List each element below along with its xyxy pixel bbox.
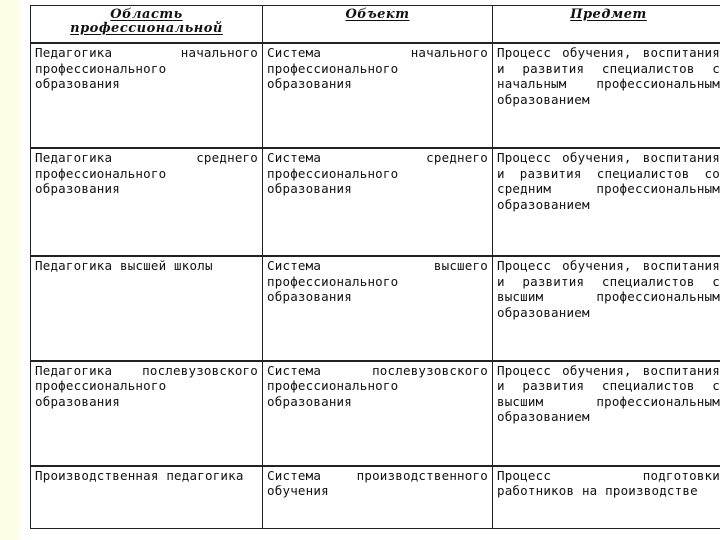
cell-area: Производственная педагогика — [31, 466, 263, 529]
cell-subject: Процесс подготовки работников на производстве — [492, 466, 720, 529]
cell-subject: Процесс обучения, воспитания и развития специалистов со средним профессиональным образованием — [492, 148, 720, 256]
cell-object: Система производственного обучения — [263, 466, 493, 529]
header-object: Объект — [263, 6, 493, 44]
cell-area: Педагогика послевузовского профессионального образования — [31, 361, 263, 466]
cell-object: Система начального профессионального образования — [263, 43, 493, 148]
table-row — [31, 148, 720, 256]
cell-subject: Процесс обучения, воспитания и развития специалистов с высшим профессиональным образованием — [492, 361, 720, 466]
table-row — [31, 361, 720, 466]
cell-object: Система послевузовского профессионального образования — [263, 361, 493, 466]
table-row — [31, 256, 720, 360]
document-page — [20, 0, 720, 540]
cell-area: Педагогика начального профессионального образования — [31, 43, 263, 148]
cell-subject: Процесс обучения, воспитания и развития специалистов с начальным профессиональным образованием — [492, 43, 720, 148]
cell-subject: Процесс обучения, воспитания и развития специалистов с высшим профессиональным образованием — [492, 256, 720, 360]
header-row — [31, 6, 720, 44]
cell-area: Педагогика высшей школы — [31, 256, 263, 360]
cell-object: Система среднего профессионального образования — [263, 148, 493, 256]
comparison-table — [30, 5, 720, 529]
cell-object: Система высшего профессионального образования — [263, 256, 493, 360]
table-row — [31, 466, 720, 529]
header-area: Область профессиональной — [31, 6, 263, 44]
header-subject: Предмет — [492, 6, 720, 44]
cell-area: Педагогика среднего профессионального образования — [31, 148, 263, 256]
table-row — [31, 43, 720, 148]
